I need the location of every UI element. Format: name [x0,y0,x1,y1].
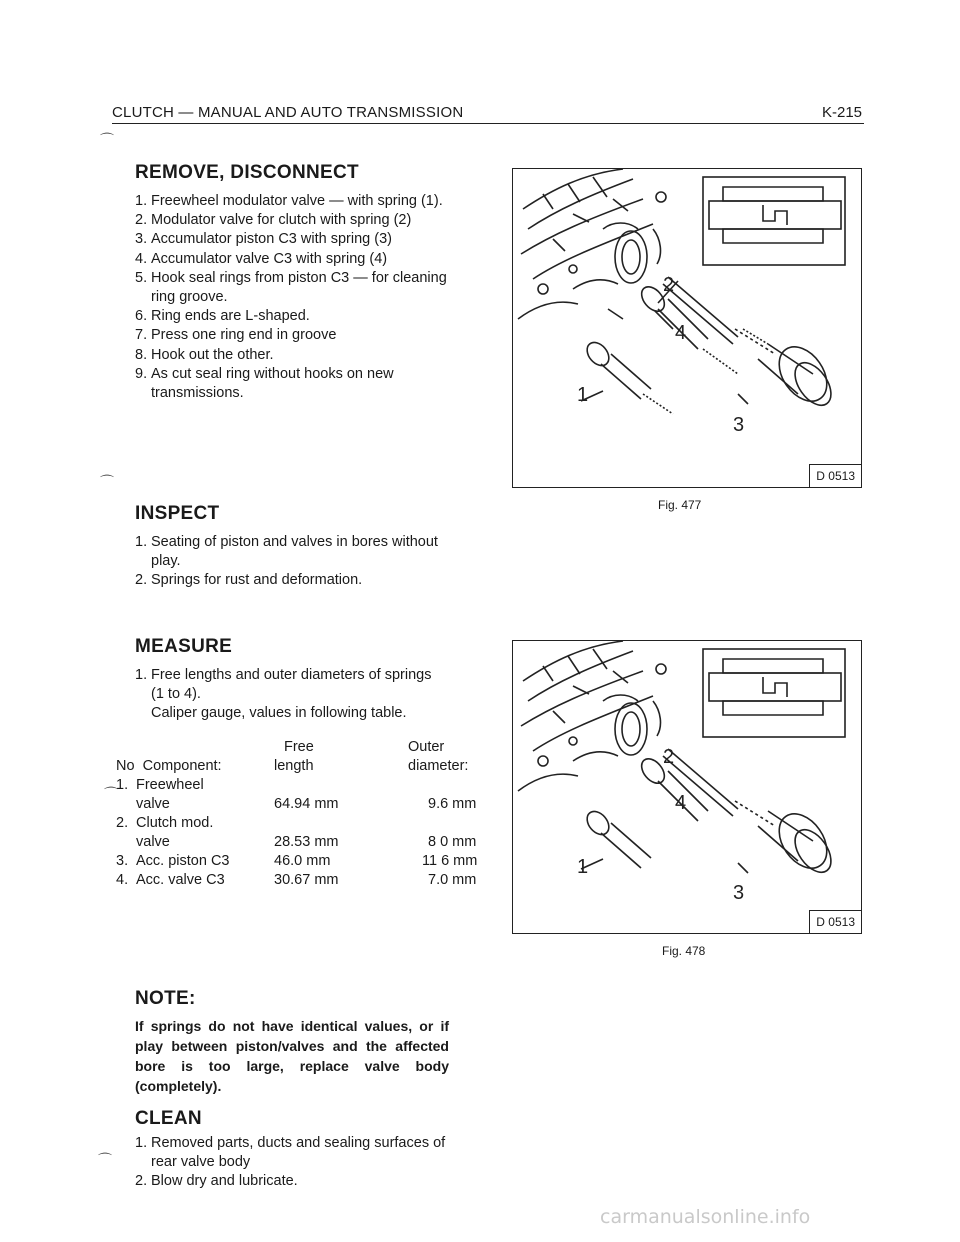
page-number: K-215 [822,104,863,121]
note-text: If springs do not have identical values, or if play between piston/valves and the affected bore is too large, replace valve body (completely). [135,1018,449,1094]
figure-caption: Fig. 477 [658,498,702,512]
valve-body-illustration [513,169,861,487]
section-heading-note: NOTE: [135,988,196,1009]
scan-mark: ⌒ [104,786,118,802]
table-row: 3. Acc. piston C3 46.0 mm 11 6 mm [116,853,478,869]
list-item: 5. Hook seal rings from piston C3 — for cleaning ring groove. [135,269,447,306]
list-item: 8. Hook out the other. [135,346,274,363]
list-item: 2. Blow dry and lubricate. [135,1173,298,1190]
scan-mark: ⌒ [100,132,114,148]
list-item: 1. Freewheel modulator valve — with spring (1). [135,193,443,209]
measure-list [135,666,445,724]
table-row: 4. Acc. valve C3 30.67 mm 7.0 mm [116,872,477,888]
callout-2: 2 [663,274,675,296]
scan-mark: ⌒ [100,474,114,490]
callout-4: 4 [675,322,687,344]
list-item: 1. Free lengths and outer diameters of springs (1 to 4). Caliper gauge, values in following table. [135,667,432,722]
figure-code: D 0513 [809,910,861,933]
section-heading-measure: MEASURE [135,636,233,657]
list-item: 1. Seating of piston and valves in bores without play. [135,534,438,570]
section-heading-inspect: INSPECT [135,503,220,524]
table-row: valve 28.53 mm 8 0 mm [136,834,477,850]
list-item: 6. Ring ends are L-shaped. [135,308,310,325]
watermark: carmanualsonline.info [600,1206,811,1228]
list-item: 3. Accumulator piston C3 with spring (3) [135,231,392,248]
header-rule [112,123,864,124]
list-item: 4. Accumulator valve C3 with spring (4) [135,250,388,267]
callout-3: 3 [733,882,745,904]
section-heading-remove: REMOVE, DISCONNECT [135,162,359,183]
callout-3: 3 [733,414,745,436]
scan-mark: ⌒ [98,1152,112,1168]
list-item: 2. Springs for rust and deformation. [135,572,363,589]
spring-spec-table [116,738,498,890]
table-header-row: No Component: length diameter: [116,758,469,774]
figure-code: D 0513 [809,464,861,487]
list-item: 2. Modulator valve for clutch with spring (2) [135,212,412,229]
figure-caption: Fig. 478 [662,944,706,958]
table-row: 2. Clutch mod. [116,815,214,831]
list-item: 1. Removed parts, ducts and sealing surfaces of rear valve body [135,1135,446,1171]
list-item: 9. As cut seal ring without hooks on new transmissions. [135,365,394,402]
callout-1: 1 [577,856,589,878]
valve-body-illustration [513,641,861,933]
figure-477 [512,168,862,488]
clean-list [135,1134,455,1192]
callout-2: 2 [663,746,675,768]
callout-1: 1 [577,384,589,406]
figure-478 [512,640,862,934]
table-header-row: Free Outer [284,739,445,755]
page-header-title: CLUTCH — MANUAL AND AUTO TRANSMISSION [112,104,464,121]
table-row: valve 64.94 mm 9.6 mm [136,796,477,812]
callout-4: 4 [675,792,687,814]
table-row: 1. Freewheel [116,777,204,793]
inspect-list [135,533,445,591]
remove-list [135,192,455,403]
list-item: 7. Press one ring end in groove [135,327,337,344]
section-heading-clean: CLEAN [135,1108,202,1129]
